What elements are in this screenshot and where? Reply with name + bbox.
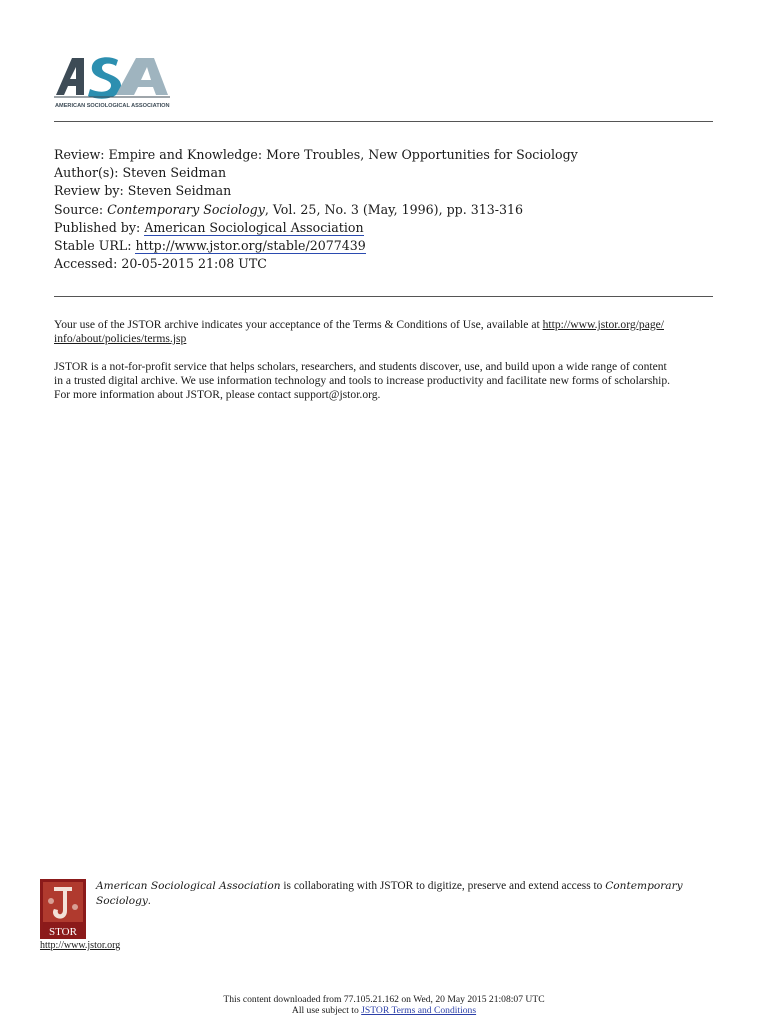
top-divider — [54, 121, 713, 122]
about-line-2: in a trusted digital archive. We use information technology and tools to increase productivity and facilitate new forms of scholarship. — [54, 373, 671, 387]
stable-url-line — [54, 237, 734, 255]
jstor-logo — [40, 879, 86, 939]
about-line-1: JSTOR is a not-for-profit service that helps scholars, researchers, and students discover, use, and build upon a wide range of content — [54, 360, 667, 373]
jstor-url-link[interactable]: http://www.jstor.org — [40, 940, 121, 951]
about-line-3: For more information about JSTOR, please contact support@jstor.org. — [54, 387, 381, 401]
terms-intro: Your use of the JSTOR archive indicates your acceptance of the Terms & Conditions of Use, available at — [54, 318, 543, 331]
stable-url-link[interactable]: http://www.jstor.org/stable/2077439 — [135, 238, 366, 254]
source-journal: Contemporary Sociology — [107, 201, 265, 217]
terms-link-part1[interactable]: http://www.jstor.org/page/ — [542, 318, 664, 331]
accessed-date: Accessed: 20-05-2015 21:08 UTC — [54, 256, 267, 272]
footer-terms-prefix: All use subject to — [291, 1005, 362, 1017]
source-label: Source: — [54, 201, 108, 217]
stable-url-label: Stable URL: — [54, 238, 136, 254]
download-footer — [0, 994, 768, 1017]
asa-logo-caption: AMERICAN SOCIOLOGICAL ASSOCIATION — [55, 103, 170, 109]
footer-terms-link[interactable]: JSTOR Terms and Conditions — [361, 1005, 477, 1017]
collab-journal: Contemporary Sociology — [96, 880, 683, 907]
about-jstor-paragraph — [54, 360, 714, 401]
collab-middle: is collaborating with JSTOR to digitize, preserve and extend access to — [280, 880, 606, 892]
middle-divider — [54, 296, 713, 297]
publisher-link[interactable]: American Sociological Association — [144, 219, 364, 235]
collaboration-note — [96, 879, 716, 909]
citation-metadata — [54, 146, 734, 273]
collab-publisher: American Sociological Association — [96, 880, 281, 892]
asa-logo — [54, 50, 172, 112]
published-line — [54, 219, 734, 237]
published-label: Published by: — [54, 219, 145, 235]
jstor-logo-label: STOR — [49, 926, 77, 938]
jstor-logo-mark — [40, 879, 86, 939]
asa-logo-mark — [54, 50, 172, 112]
footer-download-info: This content downloaded from 77.105.21.162 on Wed, 20 May 2015 21:08:07 UTC — [223, 994, 545, 1005]
review-by: Review by: Steven Seidman — [54, 183, 232, 199]
authors: Author(s): Steven Seidman — [54, 165, 227, 181]
review-title: Review: Empire and Knowledge: More Troubles, New Opportunities for Sociology — [54, 147, 578, 162]
terms-paragraph — [54, 318, 714, 346]
source-details: , Vol. 25, No. 3 (May, 1996), pp. 313-316 — [264, 201, 524, 217]
source-line — [54, 201, 734, 219]
terms-link-part2[interactable]: info/about/policies/terms.jsp — [54, 331, 187, 345]
collab-end: . — [147, 895, 151, 907]
footer-terms-line — [0, 1005, 768, 1016]
